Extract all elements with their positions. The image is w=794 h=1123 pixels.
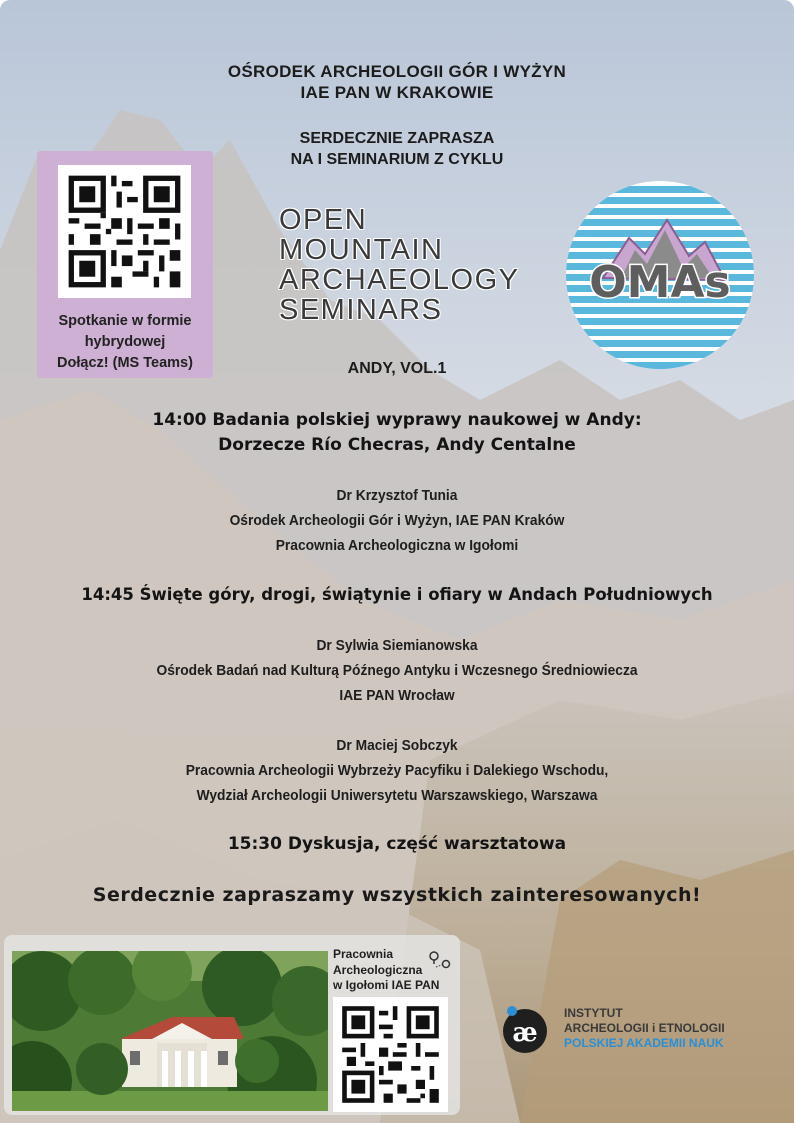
qr-note-line1: Spotkanie w formie: [58, 313, 192, 329]
invite-line2: NA I SEMINARIUM Z CYKLU: [290, 151, 504, 168]
iae-logo-glyph: æ: [512, 1018, 538, 1048]
volume-label: ANDY, VOL.1: [347, 360, 447, 377]
series-line1: OPEN: [279, 204, 368, 236]
location-pin-icon: [427, 950, 453, 974]
pracownia-line1: Pracownia: [333, 947, 394, 961]
talk2-title: 14:45 Święte góry, drogi, świątynie i ofiary w Andach Południowych: [81, 585, 713, 604]
qr-note-line3: Dołącz! (MS Teams): [57, 355, 193, 371]
organizer-line2: IAE PAN W KRAKOWIE: [300, 83, 494, 102]
pracownia-line2: Archeologiczna: [333, 962, 423, 977]
manor-photo: [12, 951, 328, 1111]
iae-line1: INSTYTUT: [564, 1006, 623, 1020]
speaker3-name: Dr Maciej Sobczyk: [336, 737, 458, 754]
omas-logo: [565, 180, 755, 370]
talk1-title-line2: Dorzecze Río Checras, Andy Centalne: [218, 435, 576, 455]
series-line2: MOUNTAIN: [279, 234, 444, 266]
speaker1-name: Dr Krzysztof Tunia: [336, 487, 458, 504]
teams-qr-code[interactable]: [58, 165, 191, 298]
qr-note-line2: hybrydowej: [84, 334, 166, 350]
speaker2-name: Dr Sylwia Siemianowska: [316, 637, 478, 654]
speaker2-affiliation2: IAE PAN Wrocław: [339, 687, 455, 704]
speaker3-affiliation1: Pracownia Archeologii Wybrzeży Pacyfiku i Dalekiego Wschodu,: [185, 762, 609, 779]
omas-logo-text: OMAs: [589, 257, 731, 308]
iae-pan-logo-mark: [498, 1003, 556, 1055]
discussion-line: 15:30 Dyskusja, część warsztatowa: [227, 834, 567, 854]
talk1-title-line1: 14:00 Badania polskiej wyprawy naukowej w Andy:: [152, 410, 642, 430]
series-line3: ARCHAEOLOGY: [279, 264, 520, 296]
iae-line3: POLSKIEJ AKADEMII NAUK: [564, 1036, 724, 1050]
series-line4: SEMINARS: [279, 294, 443, 326]
speaker3-affiliation2: Wydział Archeologii Uniwersytetu Warszawskiego, Warszawa: [196, 787, 598, 804]
teams-qr-panel: [37, 151, 213, 378]
iae-line2: ARCHEOLOGII i ETNOLOGII: [564, 1021, 725, 1035]
closing-invitation: Serdecznie zapraszamy wszystkich zainteresowanych!: [92, 884, 702, 906]
organizer-line1: OŚRODEK ARCHEOLOGII GÓR I WYŻYN: [227, 62, 567, 81]
invite-line1: SERDECZNIE ZAPRASZA: [299, 130, 495, 147]
qr-code-icon: [333, 997, 448, 1112]
iae-pan-logo-text: [564, 1006, 725, 1051]
speaker1-affiliation1: Ośrodek Archeologii Gór i Wyżyn, IAE PAN Kraków: [229, 512, 565, 529]
pracownia-qr-code[interactable]: [333, 997, 448, 1112]
qr-code-icon: [58, 165, 191, 298]
pracownia-label: [333, 947, 439, 994]
speaker2-affiliation1: Ośrodek Badań nad Kulturą Późnego Antyku i Wczesnego Średniowiecza: [156, 662, 638, 679]
speaker1-affiliation2: Pracownia Archeologiczna w Igołomi: [275, 537, 519, 554]
series-title: [279, 205, 520, 325]
pracownia-line3: w Igołomi IAE PAN: [333, 978, 440, 992]
